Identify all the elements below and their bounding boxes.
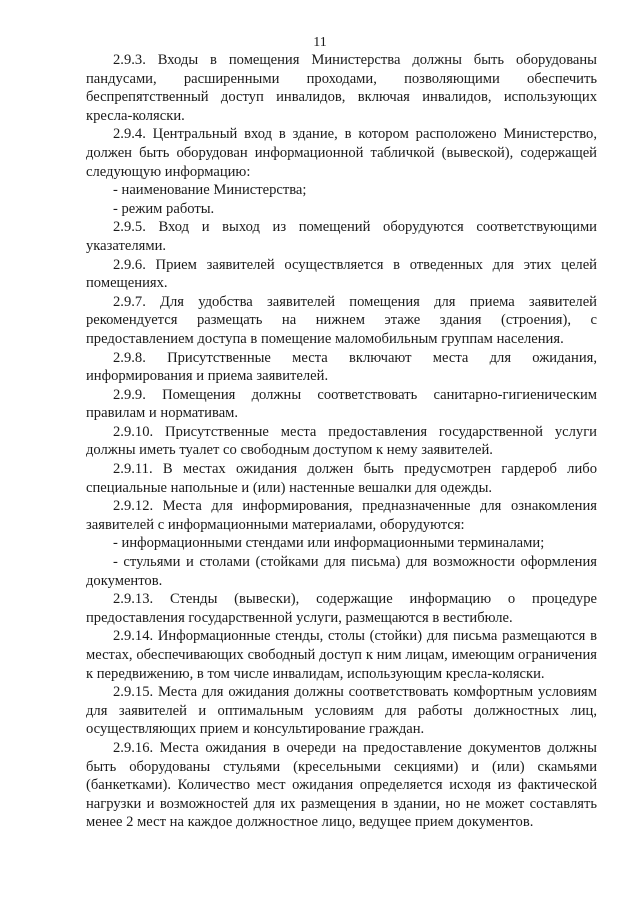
paragraph-2-9-5: 2.9.5. Вход и выход из помещений оборудуются соответствующими указателями.	[86, 219, 597, 254]
paragraph-2-9-6: 2.9.6. Прием заявителей осуществляется в отведенных для этих целей помещениях.	[86, 256, 597, 292]
paragraph-2-9-9: 2.9.9. Помещения должны соответствовать санитарно-гигиеническим правилам и нормативам.	[86, 386, 597, 422]
page-number: 11	[313, 35, 327, 50]
paragraph-2-9-14: 2.9.14. Информационные стенды, столы (стойки) для письма размещаются в местах, обеспечивающих свободный доступ к ним лицам, имеющим ограничения к передвижению, в том числе инвалидам, использующим кресла-коляски.	[86, 628, 597, 682]
paragraph-2-9-13: 2.9.13. Стенды (вывески), содержащие информацию о процедуре предоставления государственной услуги, размещаются в вестибюле.	[86, 591, 597, 626]
paragraph-2-9-7: 2.9.7. Для удобства заявителей помещения для приема заявителей рекомендуется размещать на нижнем этаже здания (строения), с предоставлением доступа в помещение маломобильным группам населения.	[86, 293, 597, 347]
list-item-info-stands: - информационными стендами или информационными терминалами;	[113, 535, 545, 552]
list-item-work-hours: - режим работы.	[113, 200, 215, 217]
paragraph-2-9-3: 2.9.3. Входы в помещения Министерства должны быть оборудованы пандусами, расширенными проходами, позволяющими обеспечить беспрепятственный доступ инвалидов, включая инвалидов, использующих кресла-коляски.	[86, 52, 597, 124]
list-item-ministry-name: - наименование Министерства;	[113, 182, 307, 199]
document-body	[86, 51, 597, 832]
paragraph-2-9-10: 2.9.10. Присутственные места предоставления государственной услуги должны иметь туалет со свободным доступом к нему заявителей.	[86, 423, 597, 459]
paragraph-2-9-4: 2.9.4. Центральный вход в здание, в котором расположено Министерство, должен быть оборудован информационной табличкой (вывеской), содержащей следующую информацию:	[86, 126, 597, 180]
list-item-chairs-tables: - стульями и столами (стойками для письма) для возможности оформления документов.	[86, 554, 597, 589]
paragraph-2-9-16: 2.9.16. Места ожидания в очереди на предоставление документов должны быть оборудованы стульями (кресельными секциями) и (или) скамьями (банкетками). Количество мест ожидания определяется исходя из фактической нагрузки и возможностей для их размещения в здании, но не может составлять менее 2 мест на каждое должностное лицо, ведущее прием документов.	[86, 739, 597, 831]
paragraph-2-9-15: 2.9.15. Места для ожидания должны соответствовать комфортным условиям для заявителей и оптимальным условиям для работы должностных лиц, осуществляющих прием и консультирование граждан.	[86, 684, 597, 738]
paragraph-2-9-8: 2.9.8. Присутственные места включают места для ожидания, информирования и приема заявителей.	[86, 349, 597, 385]
paragraph-2-9-11: 2.9.11. В местах ожидания должен быть предусмотрен гардероб либо специальные напольные и (или) настенные вешалки для одежды.	[86, 461, 597, 496]
paragraph-2-9-12: 2.9.12. Места для информирования, предназначенные для ознакомления заявителей с информационными материалами, оборудуются:	[86, 498, 597, 533]
